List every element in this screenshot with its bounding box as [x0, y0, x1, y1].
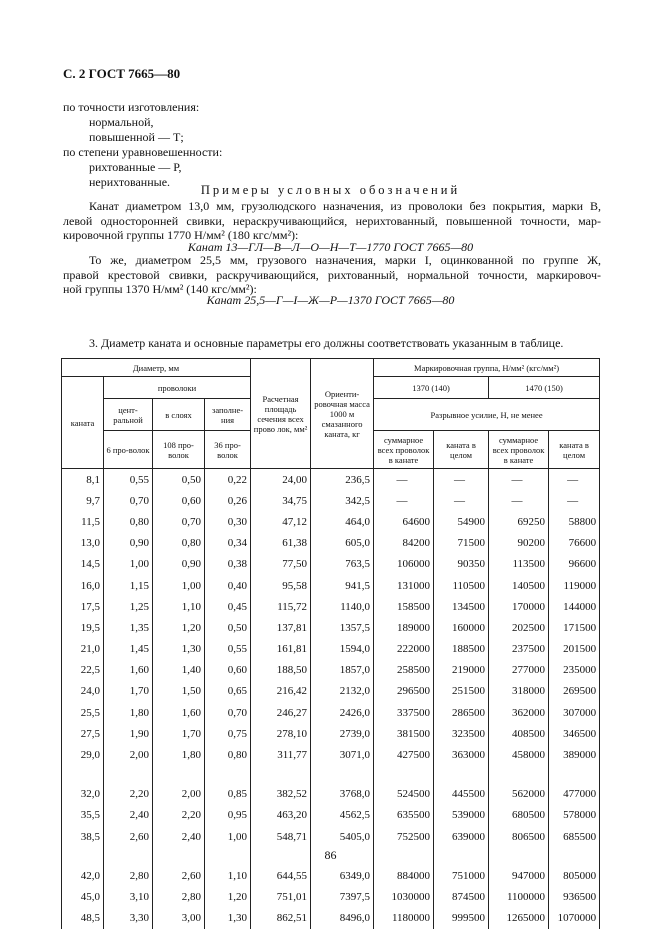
table-cell: 1,60 — [104, 660, 153, 681]
table-cell: 258500 — [374, 660, 434, 681]
table-cell: 96600 — [549, 554, 600, 575]
table-cell: 202500 — [489, 617, 549, 638]
table-cell: 4562,5 — [311, 805, 374, 826]
area-header: Расчетная площадь сечения всех прово лок, мм² — [251, 359, 311, 469]
filling-header: заполне-ния — [205, 399, 251, 431]
table-cell: 1357,5 — [311, 617, 374, 638]
table-cell: 1,00 — [104, 554, 153, 575]
table-cell: 548,71 — [251, 826, 311, 847]
diameter-header: Диаметр, мм — [62, 359, 251, 377]
table-cell: 189000 — [374, 617, 434, 638]
table-row — [62, 702, 600, 723]
table-cell: 1,30 — [205, 908, 251, 929]
table-cell: 2,80 — [104, 865, 153, 886]
table-cell: 3071,0 — [311, 744, 374, 765]
table-cell: 170000 — [489, 596, 549, 617]
table-cell: 0,50 — [153, 469, 205, 491]
example-2-line: правой крестовой свивки, раскручивающийся, рихтованный, нормальной точности, маркировоч- — [63, 267, 601, 282]
table-cell: 381500 — [374, 723, 434, 744]
table-row — [62, 490, 600, 511]
table-row — [62, 660, 600, 681]
table-cell: 158500 — [374, 596, 434, 617]
sum-all-1370-header: суммарное всех проволок в канате — [374, 431, 434, 469]
list-line: повышенной — Т; — [89, 130, 184, 144]
table-gap-cell — [434, 766, 489, 784]
table-cell: 1,00 — [153, 575, 205, 596]
example-1-line: левой односторонней свивки, нераскручивающийся, нерихтованный, повышенной точности, мар- — [63, 213, 601, 228]
table-cell: 463,20 — [251, 805, 311, 826]
table-row — [62, 886, 600, 907]
central-header: цент-ральной — [104, 399, 153, 431]
table-row — [62, 865, 600, 886]
table-cell: 8,1 — [62, 469, 104, 491]
table-cell: 54900 — [434, 511, 489, 532]
table-cell: 680500 — [489, 805, 549, 826]
table-cell: 524500 — [374, 784, 434, 805]
table-cell: 427500 — [374, 744, 434, 765]
table-cell: 0,90 — [153, 554, 205, 575]
table-cell: 236,5 — [311, 469, 374, 491]
table-cell: 685500 — [549, 826, 600, 847]
table-cell: 0,85 — [205, 784, 251, 805]
table-cell: 445500 — [434, 784, 489, 805]
table-cell: 2132,0 — [311, 681, 374, 702]
page-number: 86 — [324, 848, 337, 862]
table-cell: 1,35 — [104, 617, 153, 638]
table-cell: 22,5 — [62, 660, 104, 681]
table-row — [62, 681, 600, 702]
table-cell: 84200 — [374, 533, 434, 554]
table-cell: 25,5 — [62, 702, 104, 723]
table-cell: 639000 — [434, 826, 489, 847]
table-cell: 7397,5 — [311, 886, 374, 907]
table-cell: 751000 — [434, 865, 489, 886]
table-cell: 0,70 — [153, 511, 205, 532]
table-cell: 42,0 — [62, 865, 104, 886]
table-cell: 1,25 — [104, 596, 153, 617]
table-cell: 936500 — [549, 886, 600, 907]
table-cell: 1,20 — [153, 617, 205, 638]
table-cell: 17,5 — [62, 596, 104, 617]
table-cell: 34,75 — [251, 490, 311, 511]
table-cell: 947000 — [489, 865, 549, 886]
table-cell: 1265000 — [489, 908, 549, 929]
table-cell: 323500 — [434, 723, 489, 744]
rope-whole-1370-header: каната в целом — [434, 431, 489, 469]
table-cell: 201500 — [549, 639, 600, 660]
table-cell: 464,0 — [311, 511, 374, 532]
table-cell: 161,81 — [251, 639, 311, 660]
table-cell: 14,5 — [62, 554, 104, 575]
table-cell: 605,0 — [311, 533, 374, 554]
table-gap-row — [62, 766, 600, 784]
table-cell: 1,15 — [104, 575, 153, 596]
table-cell: 115,72 — [251, 596, 311, 617]
table-cell: 58800 — [549, 511, 600, 532]
table-cell: 188500 — [434, 639, 489, 660]
page-header: С. 2 ГОСТ 7665—80 — [63, 66, 181, 81]
table-cell: 1100000 — [489, 886, 549, 907]
table-cell: 0,90 — [104, 533, 153, 554]
table-cell: 862,51 — [251, 908, 311, 929]
table-cell: 90200 — [489, 533, 549, 554]
table-cell: 1,20 — [205, 886, 251, 907]
list-line: нормальной, — [89, 115, 154, 129]
table-cell: 363000 — [434, 744, 489, 765]
table-cell: 160000 — [434, 617, 489, 638]
table-cell: 16,0 — [62, 575, 104, 596]
table-cell: 0,65 — [205, 681, 251, 702]
table-gap-cell — [489, 766, 549, 784]
table-cell: 32,0 — [62, 784, 104, 805]
table-cell: 307000 — [549, 702, 600, 723]
wires-header: проволоки — [104, 377, 251, 399]
table-cell: 144000 — [549, 596, 600, 617]
table-cell: 408500 — [489, 723, 549, 744]
table-cell: 752500 — [374, 826, 434, 847]
examples-heading: Примеры условных обозначений — [200, 183, 461, 197]
table-row — [62, 575, 600, 596]
table-cell: 0,75 — [205, 723, 251, 744]
table-cell: 0,22 — [205, 469, 251, 491]
table-cell: 24,0 — [62, 681, 104, 702]
table-cell: 0,80 — [205, 744, 251, 765]
example-1-line: Канат диаметром 13,0 мм, грузолюдского назначения, из проволоки без покрытия, марки В, — [89, 199, 601, 213]
table-cell: 1,45 — [104, 639, 153, 660]
table-gap-cell — [62, 766, 104, 784]
table-row — [62, 533, 600, 554]
table-cell: 278,10 — [251, 723, 311, 744]
table-cell: 0,80 — [153, 533, 205, 554]
table-cell: 140500 — [489, 575, 549, 596]
table-cell: 134500 — [434, 596, 489, 617]
table-row — [62, 639, 600, 660]
sum-all-1470-header: суммарное всех проволок в канате — [489, 431, 549, 469]
table-cell: 562000 — [489, 784, 549, 805]
table-cell: 1,70 — [153, 723, 205, 744]
layers-sub-header: 108 про-волок — [153, 431, 205, 469]
table-cell: 1,50 — [153, 681, 205, 702]
table-cell: 2,00 — [104, 744, 153, 765]
table-cell: — — [489, 469, 549, 491]
table-cell: 188,50 — [251, 660, 311, 681]
table-gap-cell — [549, 766, 600, 784]
table-cell: 38,5 — [62, 826, 104, 847]
table-cell: 1180000 — [374, 908, 434, 929]
table-cell: 269500 — [549, 681, 600, 702]
table-row — [62, 723, 600, 744]
rope-header: каната — [62, 377, 104, 469]
table-row — [62, 511, 600, 532]
table-cell: 235000 — [549, 660, 600, 681]
table-cell: 11,5 — [62, 511, 104, 532]
table-cell: 644,55 — [251, 865, 311, 886]
table-cell: 286500 — [434, 702, 489, 723]
table-cell: — — [374, 490, 434, 511]
table-cell: 246,27 — [251, 702, 311, 723]
table-cell: 0,50 — [205, 617, 251, 638]
table-cell: 69250 — [489, 511, 549, 532]
table-cell: 763,5 — [311, 554, 374, 575]
list-line: по точности изготовления: — [63, 100, 200, 114]
table-gap-cell — [374, 766, 434, 784]
in-layers-header: в слоях — [153, 399, 205, 431]
table-cell: 90350 — [434, 554, 489, 575]
table-cell: 110500 — [434, 575, 489, 596]
table-cell: 3768,0 — [311, 784, 374, 805]
table-cell: 27,5 — [62, 723, 104, 744]
parameters-table — [61, 358, 600, 929]
table-cell: 1,80 — [153, 744, 205, 765]
table-cell: 2,20 — [153, 805, 205, 826]
table-cell: 35,5 — [62, 805, 104, 826]
table-cell: 635500 — [374, 805, 434, 826]
table-cell: 1,90 — [104, 723, 153, 744]
table-cell: 874500 — [434, 886, 489, 907]
table-cell: 751,01 — [251, 886, 311, 907]
table-cell: 0,26 — [205, 490, 251, 511]
table-cell: 941,5 — [311, 575, 374, 596]
table-cell: 346500 — [549, 723, 600, 744]
table-cell: — — [374, 469, 434, 491]
table-cell: 1,70 — [104, 681, 153, 702]
table-cell: 0,40 — [205, 575, 251, 596]
table-cell: 342,5 — [311, 490, 374, 511]
table-cell: 311,77 — [251, 744, 311, 765]
table-cell: 216,42 — [251, 681, 311, 702]
table-cell: 76600 — [549, 533, 600, 554]
table-cell: 48,5 — [62, 908, 104, 929]
table-cell: 237500 — [489, 639, 549, 660]
table-cell: 1,80 — [104, 702, 153, 723]
group-1470-header: 1470 (150) — [489, 377, 600, 399]
table-cell: 2,60 — [153, 865, 205, 886]
table-cell: 5405,0 — [311, 826, 374, 847]
table-cell: 0,60 — [205, 660, 251, 681]
table-cell: 0,55 — [104, 469, 153, 491]
table-cell: 2,20 — [104, 784, 153, 805]
marking-group-header: Маркировочная группа, Н/мм² (кгс/мм²) — [374, 359, 600, 377]
table-cell: 47,12 — [251, 511, 311, 532]
table-cell: 0,30 — [205, 511, 251, 532]
table-cell: — — [489, 490, 549, 511]
mass-header: Ориенти-ровочная масса 1000 м смазанного каната, кг — [311, 359, 374, 469]
table-row — [62, 469, 600, 491]
table-gap-cell — [153, 766, 205, 784]
group-1370-header: 1370 (140) — [374, 377, 489, 399]
table-cell: 1857,0 — [311, 660, 374, 681]
table-cell: 6349,0 — [311, 865, 374, 886]
table-cell: 0,95 — [205, 805, 251, 826]
table-cell: 219000 — [434, 660, 489, 681]
rope-whole-1470-header: каната в целом — [549, 431, 600, 469]
table-cell: 0,45 — [205, 596, 251, 617]
table-cell: 0,60 — [153, 490, 205, 511]
table-cell: — — [434, 490, 489, 511]
table-cell: 2739,0 — [311, 723, 374, 744]
table-cell: 296500 — [374, 681, 434, 702]
filling-sub-header: 36 про-волок — [205, 431, 251, 469]
table-cell: 999500 — [434, 908, 489, 929]
table-cell: 64600 — [374, 511, 434, 532]
table-cell: 1594,0 — [311, 639, 374, 660]
table-cell: 337500 — [374, 702, 434, 723]
table-cell: 389000 — [549, 744, 600, 765]
table-cell: 171500 — [549, 617, 600, 638]
example-1-line: кировочной группы 1770 Н/мм² (180 кгс/мм²): — [63, 228, 299, 243]
table-cell: 113500 — [489, 554, 549, 575]
table-cell: 2,00 — [153, 784, 205, 805]
table-cell: 1,60 — [153, 702, 205, 723]
example-2-line: ной группы 1370 Н/мм² (140 кгс/мм²): — [63, 282, 257, 297]
table-cell: 578000 — [549, 805, 600, 826]
table-cell: 3,10 — [104, 886, 153, 907]
table-cell: 131000 — [374, 575, 434, 596]
clause-3: 3. Диаметр каната и основные параметры его должны соответствовать указанным в таблице. — [89, 336, 564, 350]
table-cell: 277000 — [489, 660, 549, 681]
table-cell: 0,70 — [104, 490, 153, 511]
table-cell: 0,55 — [205, 639, 251, 660]
table-cell: 362000 — [489, 702, 549, 723]
central-sub-header: 6 про-волок — [104, 431, 153, 469]
table-row — [62, 596, 600, 617]
example-2-formula: Канат 25,5—Г—I—Ж—Р—1370 ГОСТ 7665—80 — [206, 293, 455, 307]
example-2-line: То же, диаметром 25,5 мм, грузового назначения, марки I, оцинкованной по группе Ж, — [89, 253, 601, 267]
table-cell: 119000 — [549, 575, 600, 596]
table-cell: 884000 — [374, 865, 434, 886]
table-cell: 0,34 — [205, 533, 251, 554]
table-cell: 0,80 — [104, 511, 153, 532]
table-cell: 2,40 — [153, 826, 205, 847]
example-2-text — [63, 253, 601, 297]
table-cell: 2426,0 — [311, 702, 374, 723]
table-cell: 9,7 — [62, 490, 104, 511]
example-1-formula: Канат 13—ГЛ—В—Л—О—Н—Т—1770 ГОСТ 7665—80 — [187, 240, 474, 254]
table-cell: 458000 — [489, 744, 549, 765]
list-line: по степени уравновешенности: — [63, 145, 223, 159]
table-cell: 382,52 — [251, 784, 311, 805]
table-cell: 13,0 — [62, 533, 104, 554]
table-gap-cell — [104, 766, 153, 784]
table-cell: 2,40 — [104, 805, 153, 826]
table-cell: 77,50 — [251, 554, 311, 575]
table-gap-cell — [205, 766, 251, 784]
table-row — [62, 554, 600, 575]
table-cell: 1,00 — [205, 826, 251, 847]
table-cell: 318000 — [489, 681, 549, 702]
table-cell: 477000 — [549, 784, 600, 805]
table-cell: 0,38 — [205, 554, 251, 575]
table-row — [62, 617, 600, 638]
table-cell: 2,80 — [153, 886, 205, 907]
table-gap-cell — [251, 766, 311, 784]
list-line: нерихтованные. — [89, 175, 171, 189]
table-cell: 106000 — [374, 554, 434, 575]
table-cell: — — [549, 490, 600, 511]
table-cell: 805000 — [549, 865, 600, 886]
table-row — [62, 744, 600, 765]
table-cell: 1,10 — [153, 596, 205, 617]
table-cell: 19,5 — [62, 617, 104, 638]
table-row — [62, 784, 600, 805]
table-cell: — — [549, 469, 600, 491]
table-cell: 539000 — [434, 805, 489, 826]
table-cell: 806500 — [489, 826, 549, 847]
table-cell: 1140,0 — [311, 596, 374, 617]
table-cell: — — [434, 469, 489, 491]
breaking-force-header: Разрывное усилие, Н, не менее — [374, 399, 600, 431]
table-cell: 71500 — [434, 533, 489, 554]
table-cell: 137,81 — [251, 617, 311, 638]
table-cell: 3,00 — [153, 908, 205, 929]
table-cell: 8496,0 — [311, 908, 374, 929]
table-cell: 3,30 — [104, 908, 153, 929]
table-cell: 222000 — [374, 639, 434, 660]
table-cell: 21,0 — [62, 639, 104, 660]
table-cell: 1,40 — [153, 660, 205, 681]
table-cell: 61,38 — [251, 533, 311, 554]
table-cell: 45,0 — [62, 886, 104, 907]
table-cell: 2,60 — [104, 826, 153, 847]
table-cell: 1070000 — [549, 908, 600, 929]
table-cell: 1,30 — [153, 639, 205, 660]
table-cell: 24,00 — [251, 469, 311, 491]
table-row — [62, 826, 600, 847]
example-1-text — [63, 199, 601, 243]
table-cell: 95,58 — [251, 575, 311, 596]
table-cell: 1,10 — [205, 865, 251, 886]
table-row — [62, 908, 600, 929]
table-cell: 1030000 — [374, 886, 434, 907]
table-gap-cell — [311, 766, 374, 784]
table-row — [62, 805, 600, 826]
table-cell: 0,70 — [205, 702, 251, 723]
table-cell: 251500 — [434, 681, 489, 702]
list-line: рихтованные — Р, — [89, 160, 182, 174]
table-cell: 29,0 — [62, 744, 104, 765]
